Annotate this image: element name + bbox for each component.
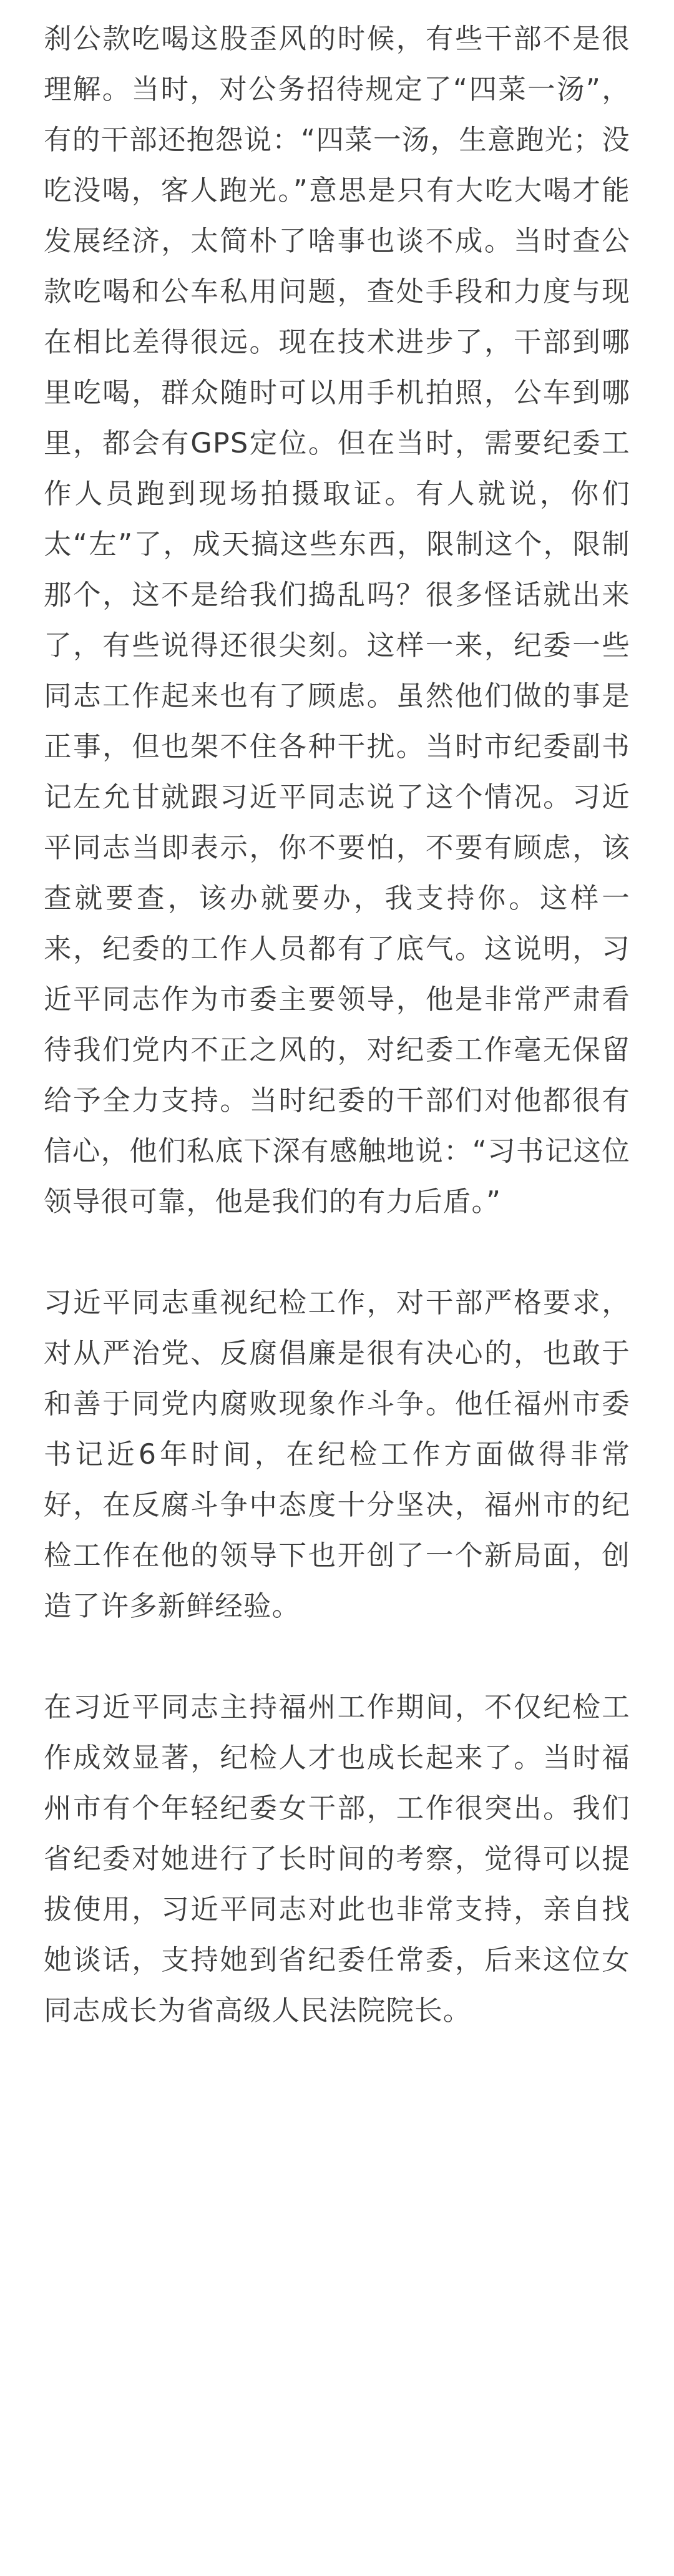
article-body bbox=[44, 14, 630, 2036]
paragraph: 习近平同志重视纪检工作，对干部严格要求，对从严治党、反腐倡廉是很有决心的，也敢于和善于同党内腐败现象作斗争。他任福州市委书记近6年时间，在纪检工作方面做得非常好，在反腐斗争中态度十分坚决，福州市的纪检工作在他的领导下也开创了一个新局面，创造了许多新鲜经验。 bbox=[44, 1287, 630, 1622]
paragraph: 刹公款吃喝这股歪风的时候，有些干部不是很理解。当时，对公务招待规定了“四菜一汤”，有的干部还抱怨说：“四菜一汤，生意跑光；没吃没喝，客人跑光。”意思是只有大吃大喝才能发展经济，太简朴了啥事也谈不成。当时查公款吃喝和公车私用问题，查处手段和力度与现在相比差得很远。现在技术进步了，干部到哪里吃喝，群众随时可以用手机拍照，公车到哪里，都会有GPS定位。但在当时，需要纪委工作人员跑到现场拍摄取证。有人就说，你们太“左”了，成天搞这些东西，限制这个，限制那个，这不是给我们捣乱吗？很多怪话就出来了，有些说得还很尖刻。这样一来，纪委一些同志工作起来也有了顾虑。虽然他们做的事是正事，但也架不住各种干扰。当时市纪委副书记左允甘就跟习近平同志说了这个情况。习近平同志当即表示，你不要怕，不要有顾虑，该查就要查，该办就要办，我支持你。这样一来，纪委的工作人员都有了底气。这说明，习近平同志作为市委主要领导，他是非常严肃看待我们党内不正之风的，对纪委工作毫无保留给予全力支持。当时纪委的干部们对他都很有信心，他们私底下深有感触地说：“习书记这位领导很可靠，他是我们的有力后盾。” bbox=[44, 23, 630, 1218]
paragraph: 在习近平同志主持福州工作期间，不仅纪检工作成效显著，纪检人才也成长起来了。当时福州市有个年轻纪委女干部，工作很突出。我们省纪委对她进行了长时间的考察，觉得可以提拔使用，习近平同志对此也非常支持，亲自找她谈话，支持她到省纪委任常委，后来这位女同志成长为省高级人民法院院长。 bbox=[44, 1692, 630, 2027]
